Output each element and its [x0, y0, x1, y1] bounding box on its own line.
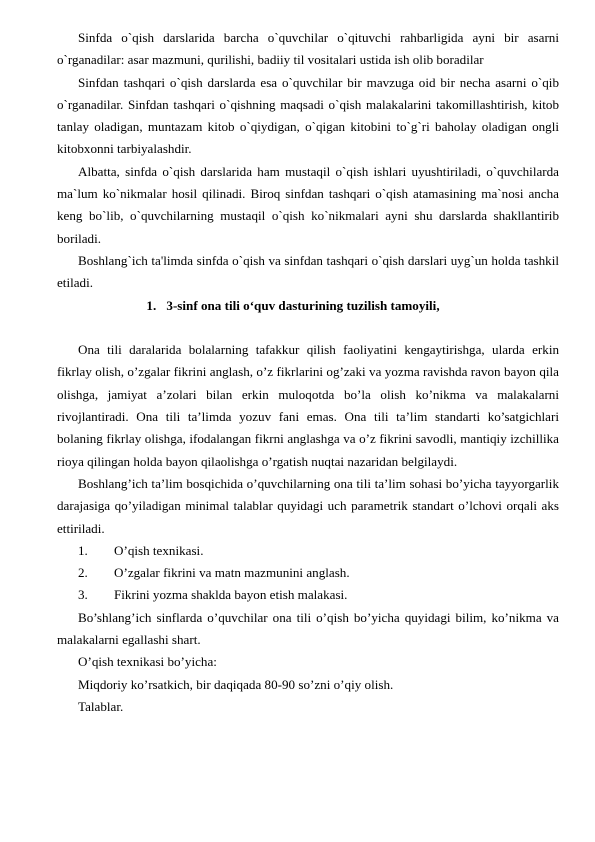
list-item-number: 1. — [78, 542, 88, 558]
paragraph-albatta: Albatta, sinfda o`qish darslarida ham mustaqil o`qish ishlari uyushtiriladi, o`quvchilarda ma`lum ko`nikmalar hosil qilinadi. Biroq sinfdan tashqari o`qish atamasining ma`nosi ancha keng bo`lib, o`quvchilarning mustaqil o`qish ko`nikmalari ayni shu darslarda shakllantirib boriladi. — [57, 163, 559, 246]
list-item-text: O’qish texnikasi. — [114, 542, 204, 558]
line-oqish-texnikasi: O’qish texnikasi bo’yicha: — [78, 654, 217, 670]
section-heading-number: 1. — [146, 297, 157, 313]
blank-line — [57, 317, 559, 339]
list-item-text: Fikrini yozma shaklda bayon etish malakasi. — [114, 587, 348, 603]
list-item — [57, 540, 559, 562]
paragraph-talablar-intro: Boshlang’ich ta’lim bosqichida o’quvchilarning ona tili ta’lim sohasi bo’yicha tayyorgarlik darajasiga qo’yiladigan minimal talablar quyidagi uch parametrik standart o’lchovi orqali aks ettiriladi. — [57, 475, 559, 536]
paragraph-bilim-konikma: Bo’shlang’ich sinflarda o’quvchilar ona tili o’qish bo’yicha quyidagi bilim, ko’nikma va malakalarni egallashi shart. — [57, 609, 559, 648]
list-item — [57, 584, 559, 606]
paragraph-boshlangich-talim: Boshlang`ich ta'limda sinfda o`qish va sinfdan tashqari o`qish darslari uyg`un holda tashkil etiladi. — [57, 252, 559, 291]
paragraph-sinfda-oqish: Sinfda o`qish darslarida barcha o`quvchilar o`qituvchi rahbarligida ayni bir asarni o`rganadilar: asar mazmuni, qurilishi, badiiy til vositalari ustida ish olib boradilar — [57, 30, 559, 68]
list-item-text: O’zgalar fikrini va matn mazmunini anglash. — [114, 565, 350, 581]
paragraph-ona-tili: Ona tili daralarida bolalarning tafakkur qilish faoliyatini kengaytirishga, ularda erkin fikrlay olish, o’zgalar fikrini anglash, o’z fikrlarini og’zaki va yozma ravishda ravon bayon qila olishga, jamiyat a’zolari bilan erkin muloqotda bo’la olish ko’nikma va malakalarni rivojlantiradi. Ona tili ta’limda yozuv fani emas. Ona tili ta’lim standarti ko’satgichlari bolaning fikrlay olishga, ifodalangan fikrni anglashga va o’z fikrini savodli, mantiqiy izchillika rioya qilingan holda bayon qilaolishga o’rgatish nuqtai nazaridan belgilaydi. — [57, 342, 559, 469]
numbered-list — [57, 540, 559, 607]
list-item — [57, 562, 559, 584]
list-item-number: 2. — [78, 565, 88, 581]
list-item-number: 3. — [78, 587, 88, 603]
section-heading — [57, 295, 559, 317]
section-heading-text: 3-sinf ona tili o‘quv dasturining tuzilish tamoyili, — [166, 297, 440, 313]
document-page — [57, 27, 559, 718]
line-talablar: Talablar. — [78, 698, 124, 714]
paragraph-sinfdan-tashqari: Sinfdan tashqari o`qish darslarda esa o`quvchilar bir mavzuga oid bir necha asarni o`qib o`rganadilar. Sinfdan tashqari o`qishning maqsadi o`qish malakalarini takomillashtirish, kitob tanlay oladigan, muntazam kitob o`qiydigan, o`qigan kitobini to`g`ri baholay oladigan ongli kitobxonni tarbiyalashdir. — [57, 74, 559, 157]
line-miqdoriy-korsatkich: Miqdoriy ko’rsatkich, bir daqiqada 80-90 so’zni o’qiy olish. — [78, 676, 394, 692]
